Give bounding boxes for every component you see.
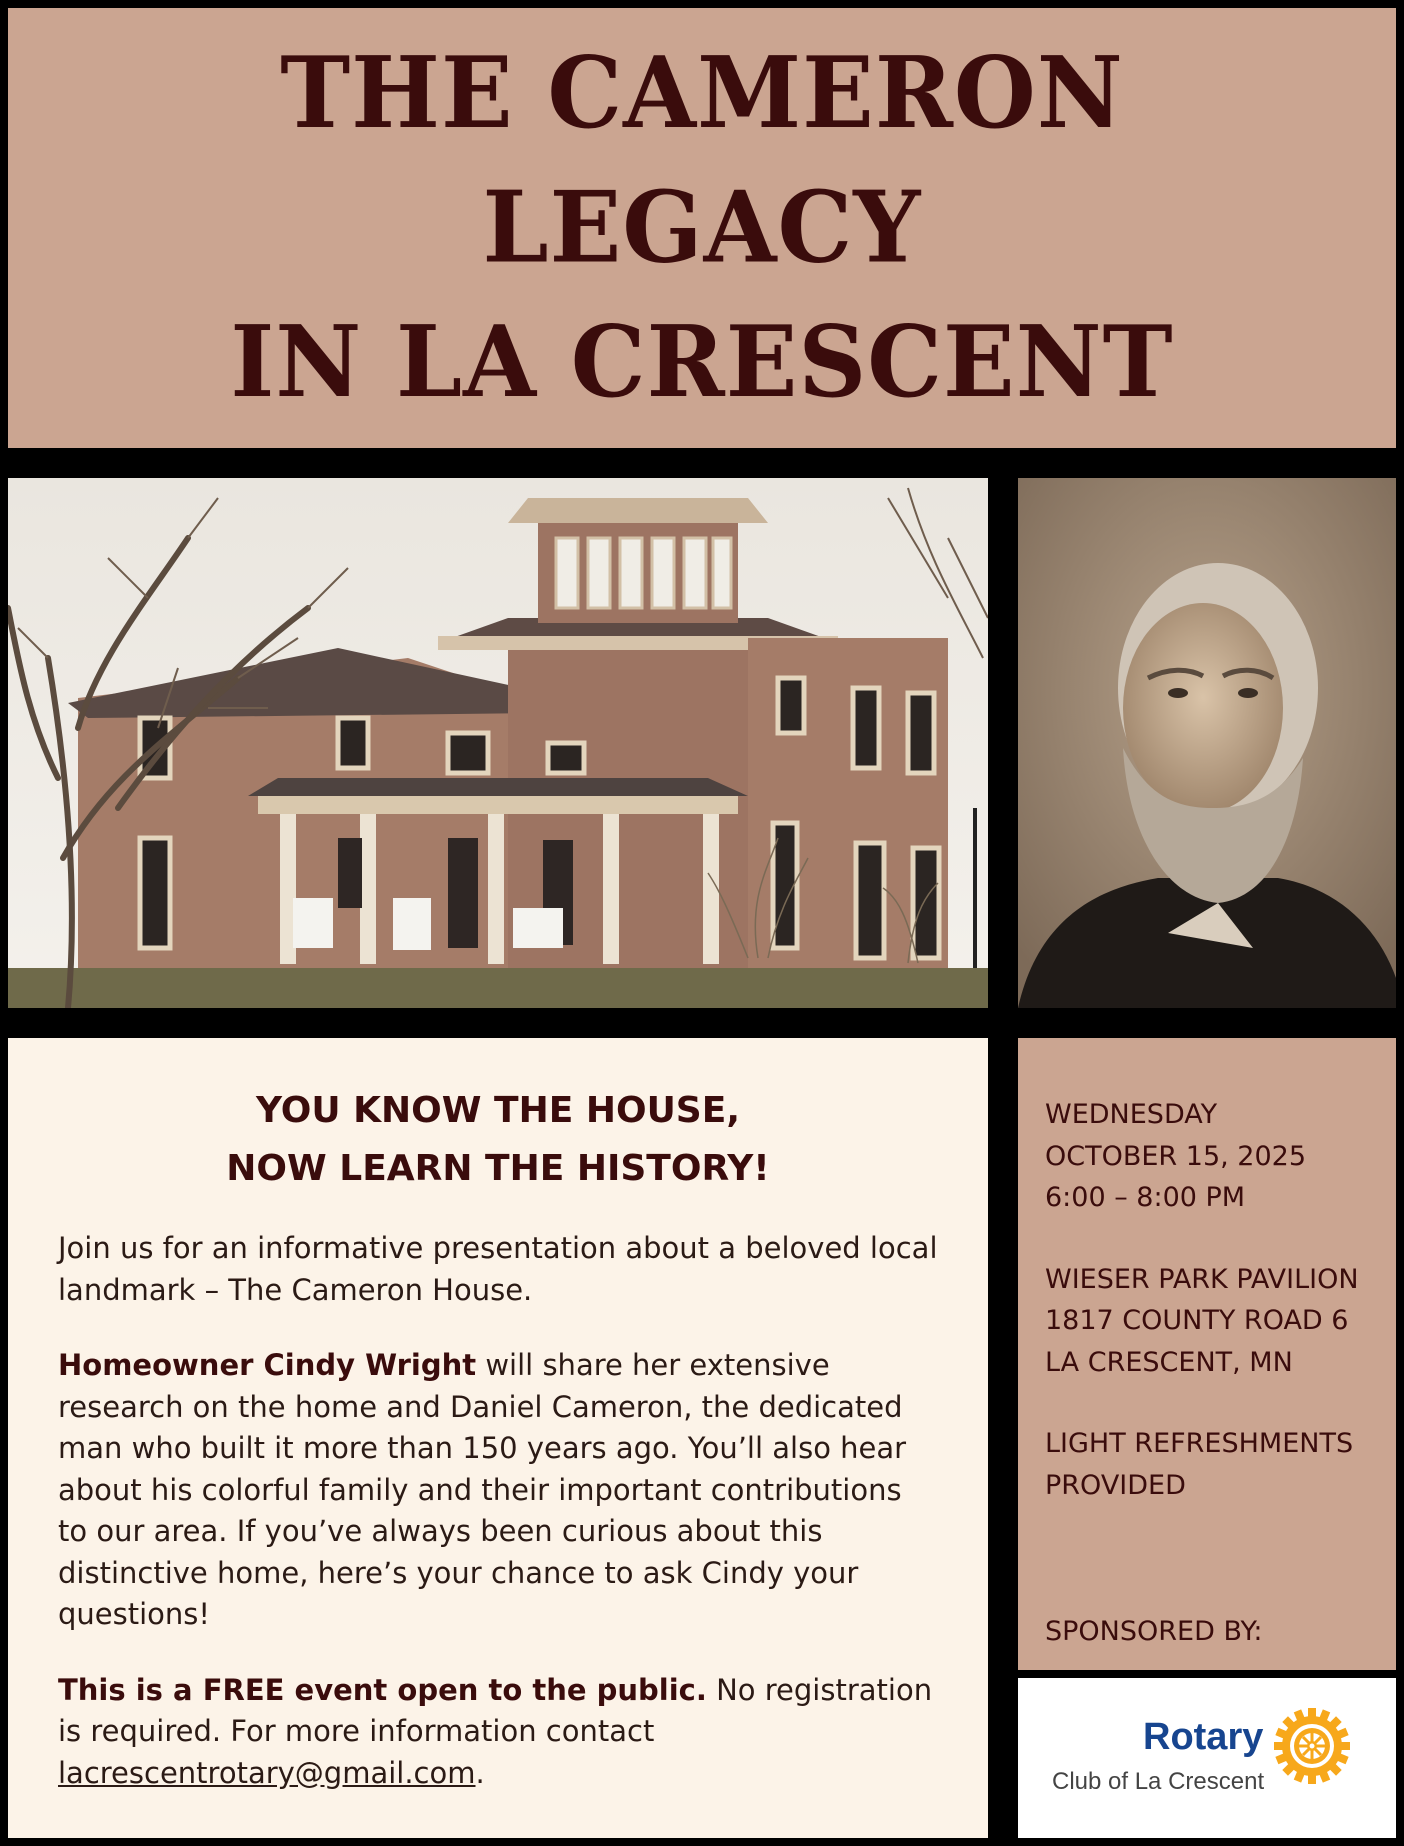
contact-email-link[interactable]: lacrescentrotary@gmail.com bbox=[58, 1755, 476, 1790]
date-time-block bbox=[1045, 1094, 1368, 1219]
title-line-3: IN LA CRESCENT bbox=[230, 304, 1174, 421]
contact-period: . bbox=[475, 1755, 485, 1790]
details-text: will share her extensive research on the home and Daniel Cameron, the dedicated man who built it more than 150 years ago. You’ll also hear about his colorful family and their important contributions to our area. If you’ve always been curious about this distinctive home, here’s your chance to ask Cindy your questions! bbox=[58, 1348, 907, 1631]
refreshments-block bbox=[1045, 1423, 1368, 1506]
refreshments-line-2: PROVIDED bbox=[1045, 1469, 1186, 1501]
cameron-house-photo bbox=[8, 478, 988, 1008]
sponsored-by-label: SPONSORED BY: bbox=[1045, 1616, 1263, 1647]
presenter-name: Homeowner Cindy Wright bbox=[58, 1348, 477, 1382]
refreshments-line-1: LIGHT REFRESHMENTS bbox=[1045, 1428, 1354, 1459]
tagline-line-2: NOW LEARN THE HISTORY! bbox=[226, 1148, 770, 1189]
venue-city: LA CRESCENT, MN bbox=[1045, 1346, 1293, 1378]
rotary-logo bbox=[1018, 1678, 1396, 1838]
title-line-1: THE CAMERON bbox=[280, 35, 1124, 152]
contact-text: No registration is required. For more information contact bbox=[58, 1672, 933, 1748]
rotary-wordmark: Rotary bbox=[1143, 1716, 1264, 1758]
event-time: 6:00 – 8:00 PM bbox=[1045, 1182, 1246, 1213]
event-date: OCTOBER 15, 2025 bbox=[1045, 1140, 1307, 1172]
venue-name: WIESER PARK PAVILION bbox=[1045, 1263, 1359, 1295]
tagline-line-1: YOU KNOW THE HOUSE, bbox=[256, 1090, 740, 1131]
daniel-cameron-portrait bbox=[1018, 478, 1396, 1008]
contact-paragraph bbox=[58, 1670, 938, 1795]
details-paragraph bbox=[58, 1345, 938, 1636]
intro-paragraph: Join us for an informative presentation about a beloved local landmark – The Cameron House. bbox=[58, 1231, 938, 1307]
rotary-club-name: Club of La Crescent bbox=[1052, 1768, 1265, 1795]
event-day: WEDNESDAY bbox=[1045, 1099, 1218, 1130]
house-illustration bbox=[8, 478, 988, 1008]
rotary-wheel-icon bbox=[1272, 1706, 1352, 1786]
location-block bbox=[1045, 1259, 1368, 1384]
description-panel bbox=[8, 1038, 988, 1838]
title-line-2: LEGACY bbox=[482, 170, 922, 286]
title-banner bbox=[8, 8, 1396, 448]
free-event-note: This is a FREE event open to the public. bbox=[58, 1672, 707, 1707]
venue-address: 1817 COUNTY ROAD 6 bbox=[1045, 1305, 1349, 1336]
portrait-illustration bbox=[1018, 478, 1396, 1008]
event-title bbox=[230, 26, 1173, 429]
event-info-panel bbox=[1018, 1038, 1396, 1670]
tagline-heading bbox=[58, 1082, 938, 1198]
